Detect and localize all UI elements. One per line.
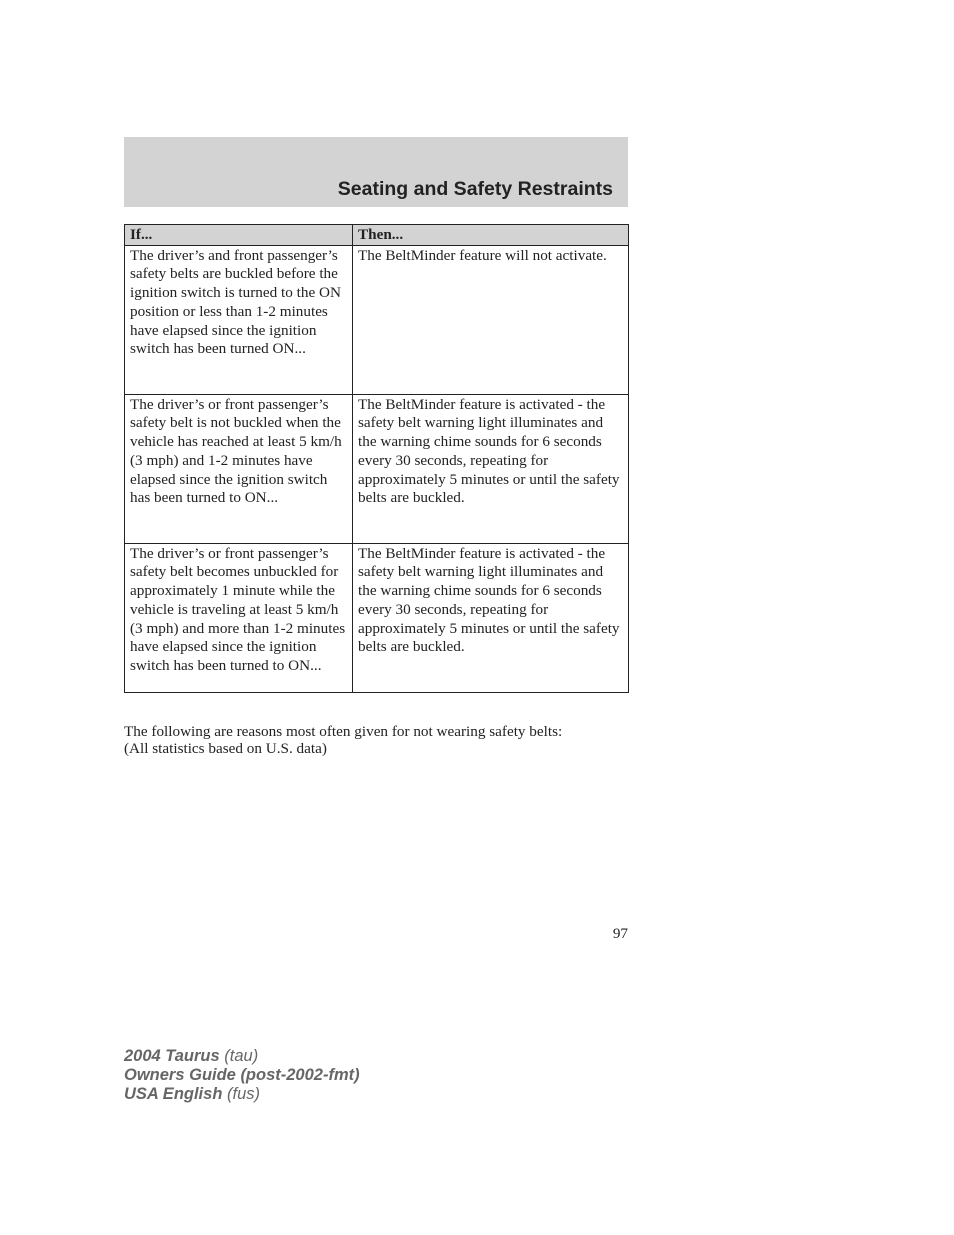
- document-footer: [124, 1047, 360, 1104]
- column-header-then: Then...: [353, 225, 629, 246]
- footer-guide: Owners Guide (post-2002-fmt): [124, 1066, 360, 1084]
- condition-cell: The driver’s or front passenger’s safety belt becomes unbuckled for approximately 1 minute while the vehicle is traveling at least 5 km/h (3 mph) and more than 1-2 minutes have elapsed since the ignition switch has been turned to ON...: [125, 543, 353, 692]
- result-cell: The BeltMinder feature is activated - the safety belt warning light illuminates and the warning chime sounds for 6 seconds every 30 seconds, repeating for approximately 5 minutes or until the safety belts are buckled.: [353, 394, 629, 543]
- body-text-line: (All statistics based on U.S. data): [124, 740, 327, 757]
- section-title: Seating and Safety Restraints: [337, 178, 613, 200]
- table-row: [125, 394, 629, 543]
- table-header-row: [125, 225, 629, 246]
- beltminder-table: [124, 224, 629, 693]
- table-row: [125, 245, 629, 394]
- footer-model-code: (tau): [224, 1047, 259, 1065]
- footer-language: USA English: [124, 1085, 223, 1103]
- section-header-band: [124, 137, 628, 207]
- body-text-line: The following are reasons most often given for not wearing safety belts:: [124, 723, 563, 740]
- table-row: [125, 543, 629, 692]
- column-header-if: If...: [125, 225, 353, 246]
- footer-model: 2004 Taurus: [124, 1047, 220, 1065]
- body-paragraph: [124, 723, 634, 757]
- condition-cell: The driver’s and front passenger’s safety belts are buckled before the ignition switch is turned to the ON position or less than 1-2 minutes have elapsed since the ignition switch has been turned ON...: [125, 245, 353, 394]
- footer-line-language: [124, 1085, 360, 1104]
- result-cell: The BeltMinder feature is activated - the safety belt warning light illuminates and the warning chime sounds for 6 seconds every 30 seconds, repeating for approximately 5 minutes or until the safety belts are buckled.: [353, 543, 629, 692]
- page-number: 97: [612, 925, 628, 942]
- footer-line-model: [124, 1047, 360, 1066]
- footer-language-code: (fus): [227, 1085, 260, 1103]
- result-cell: The BeltMinder feature will not activate.: [353, 245, 629, 394]
- footer-line-guide: [124, 1066, 360, 1085]
- condition-cell: The driver’s or front passenger’s safety belt is not buckled when the vehicle has reached at least 5 km/h (3 mph) and 1-2 minutes have elapsed since the ignition switch has been turned to ON...: [125, 394, 353, 543]
